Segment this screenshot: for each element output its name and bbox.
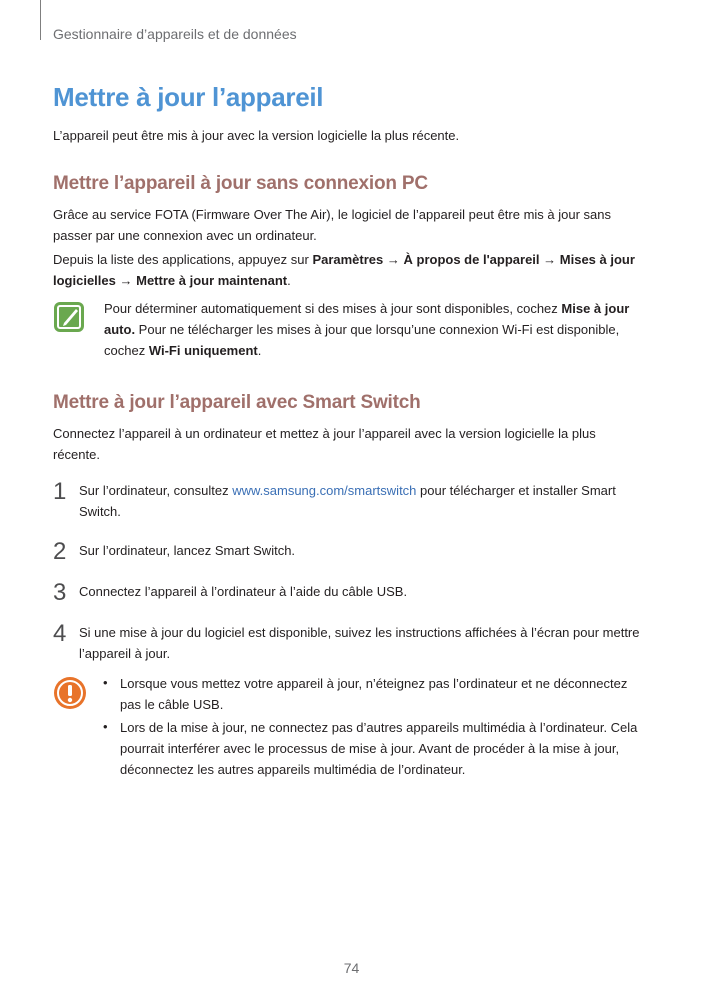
- step-number-3: 3: [53, 579, 67, 606]
- bullet-marker: •: [103, 719, 108, 734]
- section-heading-fota: Mettre l’appareil à jour sans connexion PC: [53, 173, 428, 194]
- step-number-4: 4: [53, 620, 67, 647]
- fota-paragraph: Grâce au service FOTA (Firmware Over The Air), le logiciel de l’appareil peut être mis à jour sans passer par une connexion avec un ordinateur.: [53, 207, 612, 243]
- section-heading-smart-switch: Mettre à jour l’appareil avec Smart Switch: [53, 392, 421, 413]
- fota-instructions: Depuis la liste des applications, appuyez sur Paramètres → À propos de l'appareil → Mises à jour logicielles → Mettre à jour maintenant.: [53, 252, 635, 288]
- step-1: Sur l’ordinateur, consultez www.samsung.com/smartswitch pour télécharger et installer Smart Switch.: [79, 483, 616, 519]
- caution-bullet-2: Lors de la mise à jour, ne connectez pas d’autres appareils multimédia à l’ordinateur. Cela pourrait interférer avec le processus de mise à jour. Avant de procéder à la mise à jour, déconnectez les autres appareils multimédia de l’ordinateur.: [120, 720, 638, 777]
- step-3: Connectez l’appareil à l’ordinateur à l’aide du câble USB.: [79, 584, 408, 599]
- smart-switch-link[interactable]: www.samsung.com/smartswitch: [232, 483, 417, 498]
- page-title: Mettre à jour l’appareil: [53, 82, 324, 112]
- step-number-1: 1: [53, 478, 67, 505]
- header-rule: [40, 0, 41, 40]
- auto-update-note: Pour déterminer automatiquement si des mises à jour sont disponibles, cochez Mise à jour auto. Pour ne télécharger les mises à jour que lorsqu’une connexion Wi-Fi est disponible, cochez Wi-Fi uniquement.: [104, 301, 630, 358]
- intro-paragraph: L’appareil peut être mis à jour avec la version logicielle la plus récente.: [53, 128, 460, 143]
- caution-bullet-1: Lorsque vous mettez votre appareil à jour, n’éteignez pas l’ordinateur et ne déconnectez pas le câble USB.: [120, 676, 628, 712]
- running-header: Gestionnaire d’appareils et de données: [53, 26, 297, 42]
- step-4: Si une mise à jour du logiciel est disponible, suivez les instructions affichées à l’écran pour mettre l’appareil à jour.: [79, 625, 640, 661]
- step-number-2: 2: [53, 538, 67, 565]
- bullet-marker: •: [103, 675, 108, 690]
- step-2: Sur l’ordinateur, lancez Smart Switch.: [79, 543, 296, 558]
- smart-switch-intro: Connectez l’appareil à un ordinateur et mettez à jour l’appareil avec la version logicielle la plus récente.: [53, 426, 596, 462]
- caution-icon: [53, 676, 87, 710]
- note-pencil-icon: [53, 301, 85, 333]
- page-number: 74: [343, 960, 360, 976]
